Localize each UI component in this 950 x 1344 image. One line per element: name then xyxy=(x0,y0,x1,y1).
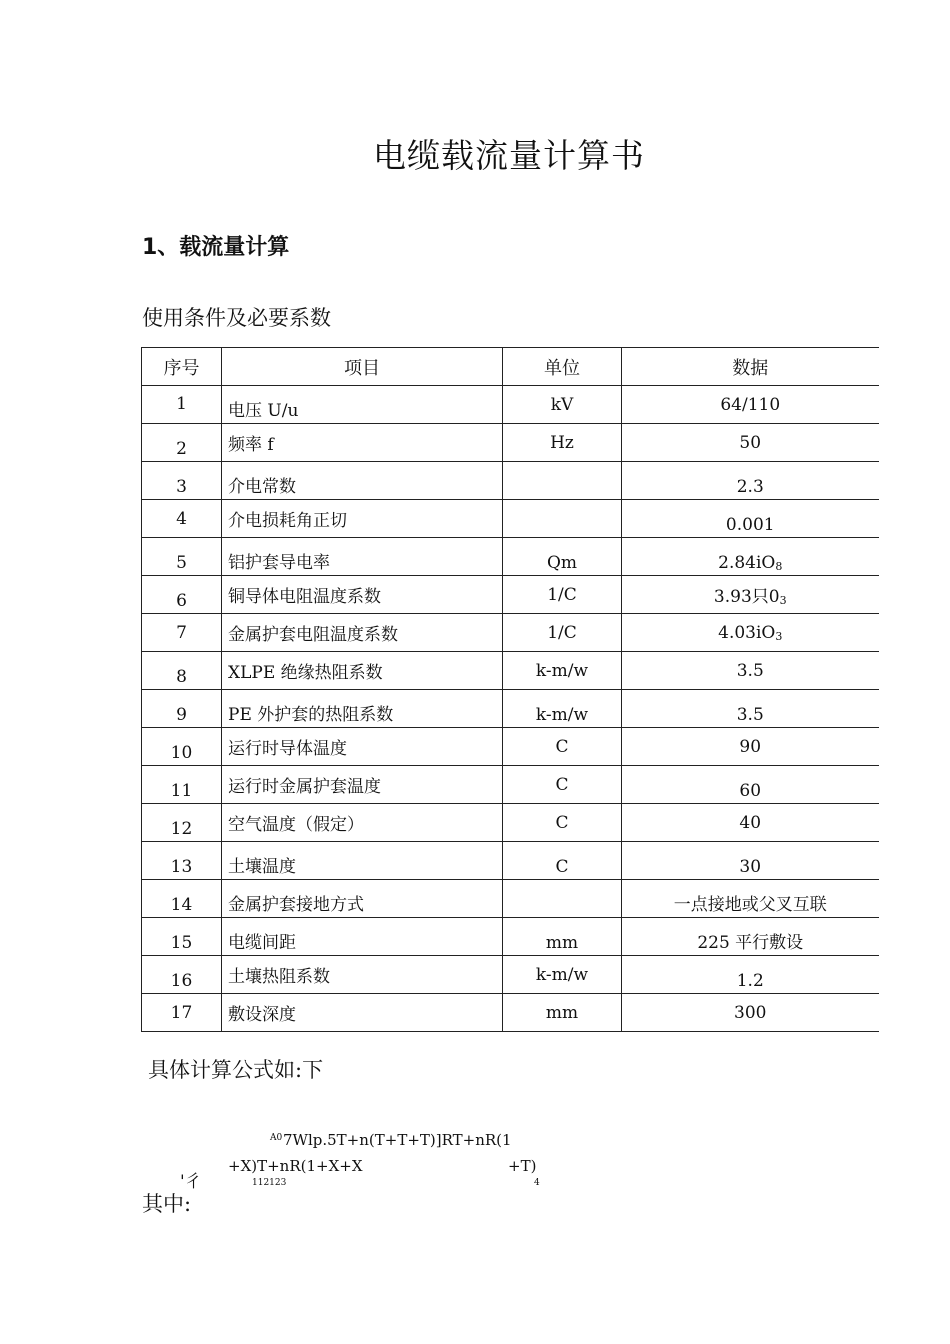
row-unit: kV xyxy=(503,386,622,424)
row-item: 金属护套电阻温度系数 xyxy=(222,614,503,652)
value-exponent: 3 xyxy=(775,629,783,643)
value-main: 2.84iO xyxy=(718,553,776,573)
table-row xyxy=(142,614,879,652)
row-value: 64/110 xyxy=(622,386,879,424)
table-row xyxy=(142,690,879,728)
row-value: 40 xyxy=(622,804,879,842)
row-number: 11 xyxy=(142,766,222,804)
row-number: 1 xyxy=(142,386,222,424)
row-unit: 1/C xyxy=(503,614,622,652)
value-exponent: 3 xyxy=(779,594,787,607)
formula-intro: 具体计算公式如:下 xyxy=(148,1058,324,1082)
row-value: 2.3 xyxy=(622,462,879,500)
formula-line-1: 7Wlp.5T+n(T+T+T)]RT+nR(1 xyxy=(283,1131,512,1149)
table-row xyxy=(142,880,879,918)
row-unit: Hz xyxy=(503,424,622,462)
row-item: 介电损耗角正切 xyxy=(222,500,503,538)
row-number: 5 xyxy=(142,538,222,576)
row-number: 6 xyxy=(142,576,222,614)
conditions-label: 使用条件及必要系数 xyxy=(142,306,331,330)
value-exponent: 8 xyxy=(775,560,783,573)
table-row xyxy=(142,804,879,842)
row-number: 14 xyxy=(142,880,222,918)
table-row xyxy=(142,538,879,576)
table-row xyxy=(142,956,879,994)
row-number: 10 xyxy=(142,728,222,766)
row-value: 30 xyxy=(622,842,879,880)
formula-superscript: A0 xyxy=(270,1133,283,1143)
row-unit: mm xyxy=(503,918,622,956)
table-row xyxy=(142,386,879,424)
row-unit: C xyxy=(503,842,622,880)
row-item: 空气温度（假定） xyxy=(222,804,503,842)
formula-line-2-tail: +T) xyxy=(508,1157,537,1175)
row-number: 17 xyxy=(142,994,222,1032)
row-value: 225 平行敷设 xyxy=(622,918,879,956)
row-number: 8 xyxy=(142,652,222,690)
table-row xyxy=(142,842,879,880)
header-value: 数据 xyxy=(622,348,879,386)
row-item: 敷设深度 xyxy=(222,994,503,1032)
table-row xyxy=(142,424,879,462)
row-number: 15 xyxy=(142,918,222,956)
row-value: 300 xyxy=(622,994,879,1032)
row-value: 3.5 xyxy=(622,690,879,728)
row-item: 土壤温度 xyxy=(222,842,503,880)
formula-line-2: +X)T+nR(1+X+X xyxy=(228,1157,363,1175)
row-item: 频率 f xyxy=(222,424,503,462)
row-unit xyxy=(503,500,622,538)
row-number: 12 xyxy=(142,804,222,842)
row-unit: C xyxy=(503,804,622,842)
table-header-row xyxy=(142,348,879,386)
table-row xyxy=(142,576,879,614)
document-title: 电缆载流量计算书 xyxy=(373,136,645,175)
value-main: 4.03iO xyxy=(718,622,776,643)
row-unit: k-m/w xyxy=(503,690,622,728)
row-value xyxy=(622,614,879,652)
row-item: XLPE 绝缘热阻系数 xyxy=(222,652,503,690)
row-item: 金属护套接地方式 xyxy=(222,880,503,918)
row-number: 2 xyxy=(142,424,222,462)
row-number: 4 xyxy=(142,500,222,538)
row-value: 90 xyxy=(622,728,879,766)
row-unit: C xyxy=(503,728,622,766)
row-value: 0.001 xyxy=(622,500,879,538)
header-item: 项目 xyxy=(222,348,503,386)
row-item: 铜导体电阻温度系数 xyxy=(222,576,503,614)
parameters-table xyxy=(141,347,879,1032)
row-unit: k-m/w xyxy=(503,956,622,994)
row-item: 运行时金属护套温度 xyxy=(222,766,503,804)
section-heading: 1、载流量计算 xyxy=(142,235,290,260)
where-label: 其中: xyxy=(142,1192,192,1216)
row-item: 土壤热阻系数 xyxy=(222,956,503,994)
row-value: 1.2 xyxy=(622,956,879,994)
row-item: 电压 U/u xyxy=(222,386,503,424)
row-value: 60 xyxy=(622,766,879,804)
table-row xyxy=(142,918,879,956)
row-unit: k-m/w xyxy=(503,652,622,690)
header-unit: 单位 xyxy=(503,348,622,386)
formula-subscripts: 112123 xyxy=(252,1178,287,1188)
row-number: 9 xyxy=(142,690,222,728)
header-number: 序号 xyxy=(142,348,222,386)
row-item: 运行时导体温度 xyxy=(222,728,503,766)
table-row xyxy=(142,462,879,500)
table-row xyxy=(142,728,879,766)
table-row xyxy=(142,766,879,804)
formula-tail-subscript: 4 xyxy=(534,1178,540,1188)
row-number: 16 xyxy=(142,956,222,994)
row-value xyxy=(622,576,879,614)
row-unit xyxy=(503,880,622,918)
row-unit: mm xyxy=(503,994,622,1032)
row-number: 3 xyxy=(142,462,222,500)
row-unit xyxy=(503,462,622,500)
row-item: 铝护套导电率 xyxy=(222,538,503,576)
row-value: 一点接地或父叉互联 xyxy=(622,880,879,918)
row-value xyxy=(622,538,879,576)
row-unit: Qm xyxy=(503,538,622,576)
row-unit: 1/C xyxy=(503,576,622,614)
row-number: 7 xyxy=(142,614,222,652)
table-row xyxy=(142,994,879,1032)
row-value: 3.5 xyxy=(622,652,879,690)
row-value: 50 xyxy=(622,424,879,462)
value-main: 3.93只0 xyxy=(713,587,780,607)
row-item: 电缆间距 xyxy=(222,918,503,956)
row-item: 介电常数 xyxy=(222,462,503,500)
row-unit: C xyxy=(503,766,622,804)
row-item: PE 外护套的热阻系数 xyxy=(222,690,503,728)
formula-prefix-mark: '彳 xyxy=(180,1172,202,1192)
table-row xyxy=(142,500,879,538)
table-row xyxy=(142,652,879,690)
row-number: 13 xyxy=(142,842,222,880)
